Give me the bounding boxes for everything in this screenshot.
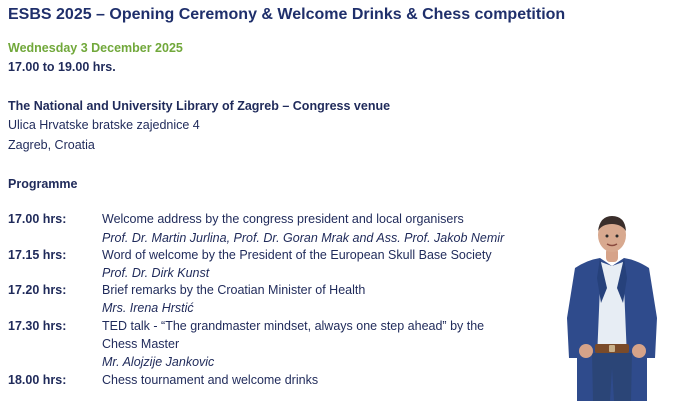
programme-time: 17.20 hrs: (8, 283, 67, 297)
programme-description: Chess tournament and welcome drinks (102, 373, 319, 387)
programme-description: Brief remarks by the Croatian Minister of Health (102, 283, 366, 297)
programme-description: TED talk - “The grandmaster mindset, always one step ahead” by the (102, 319, 485, 333)
programme-description-line2: Chess Master (102, 337, 180, 351)
venue-address-line1: Ulica Hrvatske bratske zajednice 4 (8, 118, 200, 132)
venue-address-line2: Zagreb, Croatia (8, 138, 95, 152)
programme-speaker: Mrs. Irena Hrstić (102, 301, 194, 315)
venue-name: The National and University Library of Zagreb – Congress venue (8, 99, 391, 113)
programme-description: Welcome address by the congress president and local organisers (102, 212, 464, 226)
event-time: 17.00 to 19.00 hrs. (8, 60, 116, 74)
programme-speaker: Mr. Alojzije Jankovic (102, 355, 215, 369)
programme-description: Word of welcome by the President of the European Skull Base Society (102, 248, 492, 262)
programme-time: 17.00 hrs: (8, 212, 67, 226)
page-title: ESBS 2025 – Opening Ceremony & Welcome Drinks & Chess competition (8, 6, 566, 23)
programme-heading: Programme (8, 177, 78, 191)
programme-time: 17.30 hrs: (8, 319, 67, 333)
event-date: Wednesday 3 December 2025 (8, 41, 183, 55)
speaker-portrait (557, 208, 667, 401)
programme-speaker: Prof. Dr. Martin Jurlina, Prof. Dr. Goran Mrak and Ass. Prof. Jakob Nemir (102, 231, 505, 245)
programme-time: 17.15 hrs: (8, 248, 67, 262)
programme-time: 18.00 hrs: (8, 373, 67, 387)
programme-speaker: Prof. Dr. Dirk Kunst (102, 266, 210, 280)
